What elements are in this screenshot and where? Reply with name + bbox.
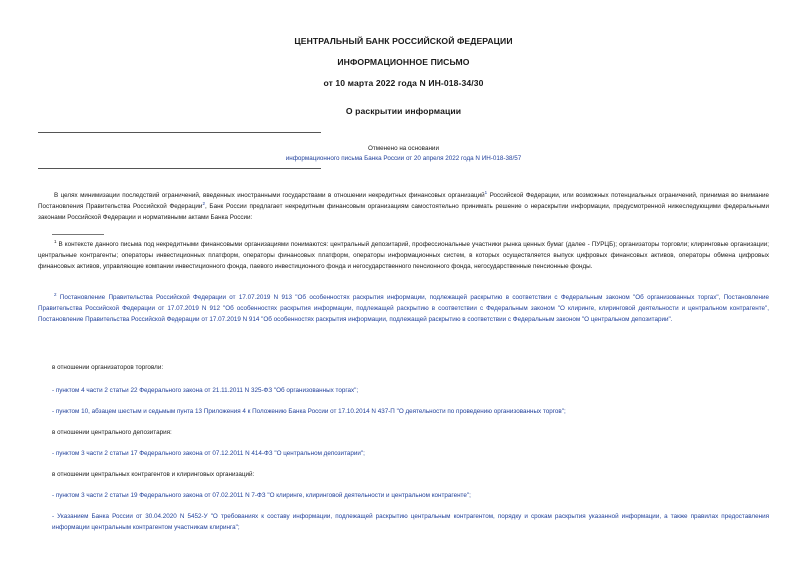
item-325-fz[interactable]: - пунктом 4 части 2 статьи 22 Федерального закона от 21.11.2011 N 325-ФЗ "Об организованных торгах"; (52, 387, 359, 394)
section-central-depository-title: в отношении центрального депозитария: (52, 429, 172, 436)
footnote-1-mark: 1 (54, 238, 57, 244)
doc-subject: О раскрытии информации (345, 106, 462, 116)
footnote-2-mark: 2 (54, 291, 57, 297)
cancel-note-label: Отменено на основании (368, 145, 439, 152)
doc-type: ИНФОРМАЦИОННОЕ ПИСЬМО (337, 57, 470, 67)
main-paragraph-part2: Российской Федерации, или возможных потенциальных ограничений, принимая во внимание Постановления Правительства Российской Федерации (38, 192, 769, 210)
item-437-p[interactable]: - пунктом 10, абзацем шестым и седьмым пунта 13 Приложения 4 к Положению Банка России от 17.10.2014 N 437-П "О деятельности по проведению организованных торгов"; (52, 408, 566, 415)
footnote-ref-1[interactable]: 1 (484, 189, 488, 195)
org-title: ЦЕНТРАЛЬНЫЙ БАНК РОССИЙСКОЙ ФЕДЕРАЦИИ (294, 36, 513, 46)
item-7-fz[interactable]: - пунктом 3 части 2 статьи 19 Федерального закона от 07.02.2011 N 7-ФЗ "О клиринге, клиринговой деятельности и центральном контрагенте"; (52, 492, 471, 499)
item-5452-u-text[interactable]: - Указанием Банка России от 30.04.2020 N 5452-У "О требованиях к составу информации, подлежащей раскрытию центральным контрагентом, порядку и срокам раскрытия указанной информации, а также правилах предоставления информации центральным контрагентом участникам клиринга"; (52, 513, 769, 531)
footnote-1 (38, 239, 769, 272)
footnote-ref-2[interactable]: 2 (202, 200, 205, 206)
item-414-fz[interactable]: - пунктом 3 части 2 статьи 17 Федерального закона от 07.12.2011 N 414-ФЗ "О центральном депозитарии"; (52, 450, 365, 457)
footnote-1-text: В контексте данного письма под некредитными финансовыми организациями понимаются: центральный депозитарий, профессиональные участники рынка ценных бумаг (далее - ПУРЦБ); организаторы торговли; клиринговые организации; центральные контрагенты; операторы инвестиционных платформ, операторы финансовых платформ, операторы информационных систем, в которых осуществляется выпуск цифровых финансовых активов, операторы обмена цифровых финансовых активов, управляющие компании инвестиционного фонда, паевого инвестиционного фонда и негосударственного пенсионного фонда, негосударственные пенсионные фонды. (38, 241, 769, 270)
section-clearing-title: в отношении центральных контрагентов и клиринговых организаций: (52, 471, 255, 478)
doc-date-number: от 10 марта 2022 года N ИН-018-34/30 (323, 78, 484, 88)
section-trade-organizers-title: в отношении организаторов торговли: (52, 364, 164, 371)
divider-top (38, 132, 321, 133)
footnote-2[interactable] (38, 292, 769, 325)
cancel-note-link[interactable]: информационного письма Банка России от 20 апреля 2022 года N ИН-018-38/57 (285, 155, 522, 162)
main-paragraph-part1: В целях минимизации последствий ограничений, введенных иностранными государствами в отношении некредитных финансовых организаций (54, 192, 485, 199)
divider-bottom (38, 168, 321, 169)
item-5452-u[interactable] (52, 511, 769, 533)
main-paragraph (38, 190, 769, 223)
footnote-divider (52, 234, 104, 235)
main-paragraph-part3: , Банк России предлагает некредитным финансовым организациям самостоятельно принимать решение о нераскрытии информации, предусмотренной нижеследующими федеральными законами Российской Федерации и нормативными актами Банка России: (38, 203, 769, 221)
footnote-2-text[interactable]: Постановление Правительства Российской Федерации от 17.07.2019 N 913 "Об особенностях раскрытия информации, подлежащей раскрытию в соответствии с Федеральным законом "Об организованных торгах", Постановление Правительства Российской Федерации от 17.07.2019 N 912 "Об особенностях раскрытия информации, подлежащей раскрытию в соответствии с Федеральным законом "О клиринге, клиринговой деятельности и центральном контрагенте", Постановление Правительства Российской Федерации от 17.07.2019 N 914 "Об особенностях раскрытия информации, подлежащей раскрытию в соответствии с Федеральным законом "О центральном депозитарии". (38, 294, 769, 323)
